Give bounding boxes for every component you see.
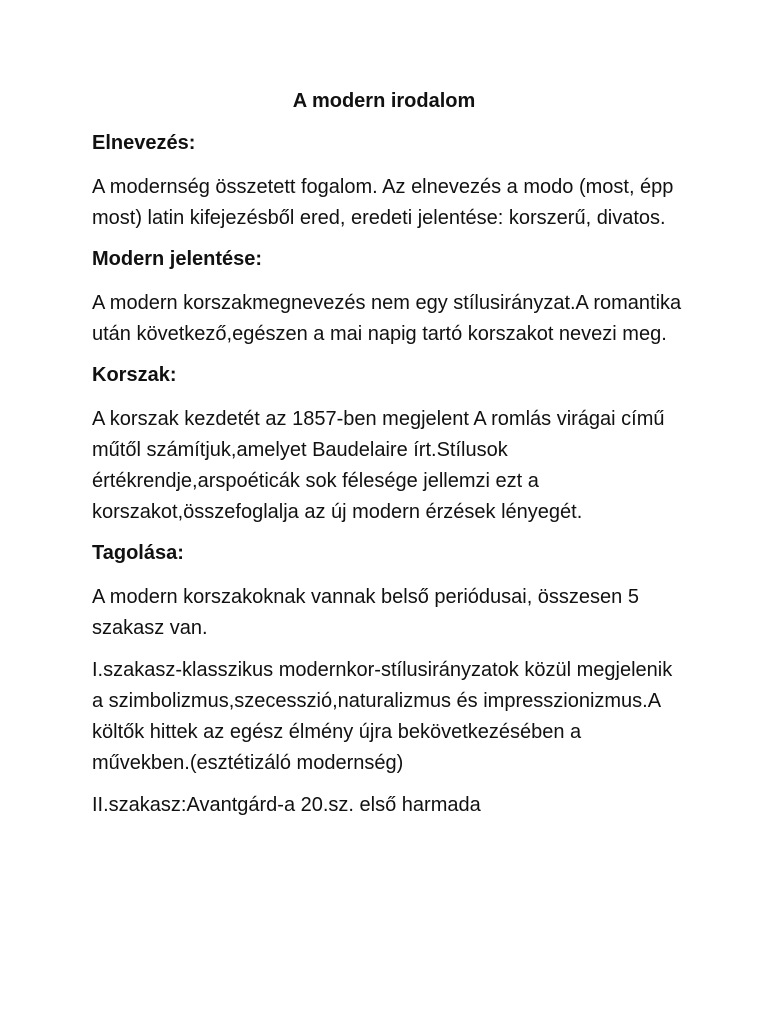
section-paragraph: II.szakasz:Avantgárd-a 20.sz. első harmada xyxy=(92,794,481,816)
section-heading-tagolasa: Tagolása: xyxy=(92,542,184,564)
section-heading-korszak: Korszak: xyxy=(92,364,177,386)
section-heading-elnevezes: Elnevezés: xyxy=(92,132,196,154)
section-paragraph: A modern korszakmegnevezés nem egy stílusirányzat.A romantika után következő,egészen a mai napig tartó korszakot nevezi meg. xyxy=(92,292,682,345)
section-paragraph: A korszak kezdetét az 1857-ben megjelent A romlás virágai című műtől számítjuk,amelyet Baudelaire írt.Stílusok értékrendje,arspoéticák sok félesége jellemzi ezt a korszakot,összefoglalja az új modern érzések lényegét. xyxy=(92,408,665,523)
document-body xyxy=(92,129,682,832)
document-title: A modern irodalom xyxy=(292,90,476,112)
section-paragraph: I.szakasz-klasszikus modernkor-stílusirányzatok közül megjelenik a szimbolizmus,szecesszió,naturalizmus és impresszionizmus.A költők hittek az egész élmény újra bekövetkezésében a művekben.(esztétizáló modernség) xyxy=(92,659,673,774)
section-paragraph: A modernség összetett fogalom. Az elnevezés a modo (most, épp most) latin kifejezésből ered, eredeti jelentése: korszerű, divatos. xyxy=(92,176,674,229)
section-paragraph: A modern korszakoknak vannak belső periódusai, összesen 5 szakasz van. xyxy=(92,586,639,639)
section-heading-modern-jelentese: Modern jelentése: xyxy=(92,248,263,270)
